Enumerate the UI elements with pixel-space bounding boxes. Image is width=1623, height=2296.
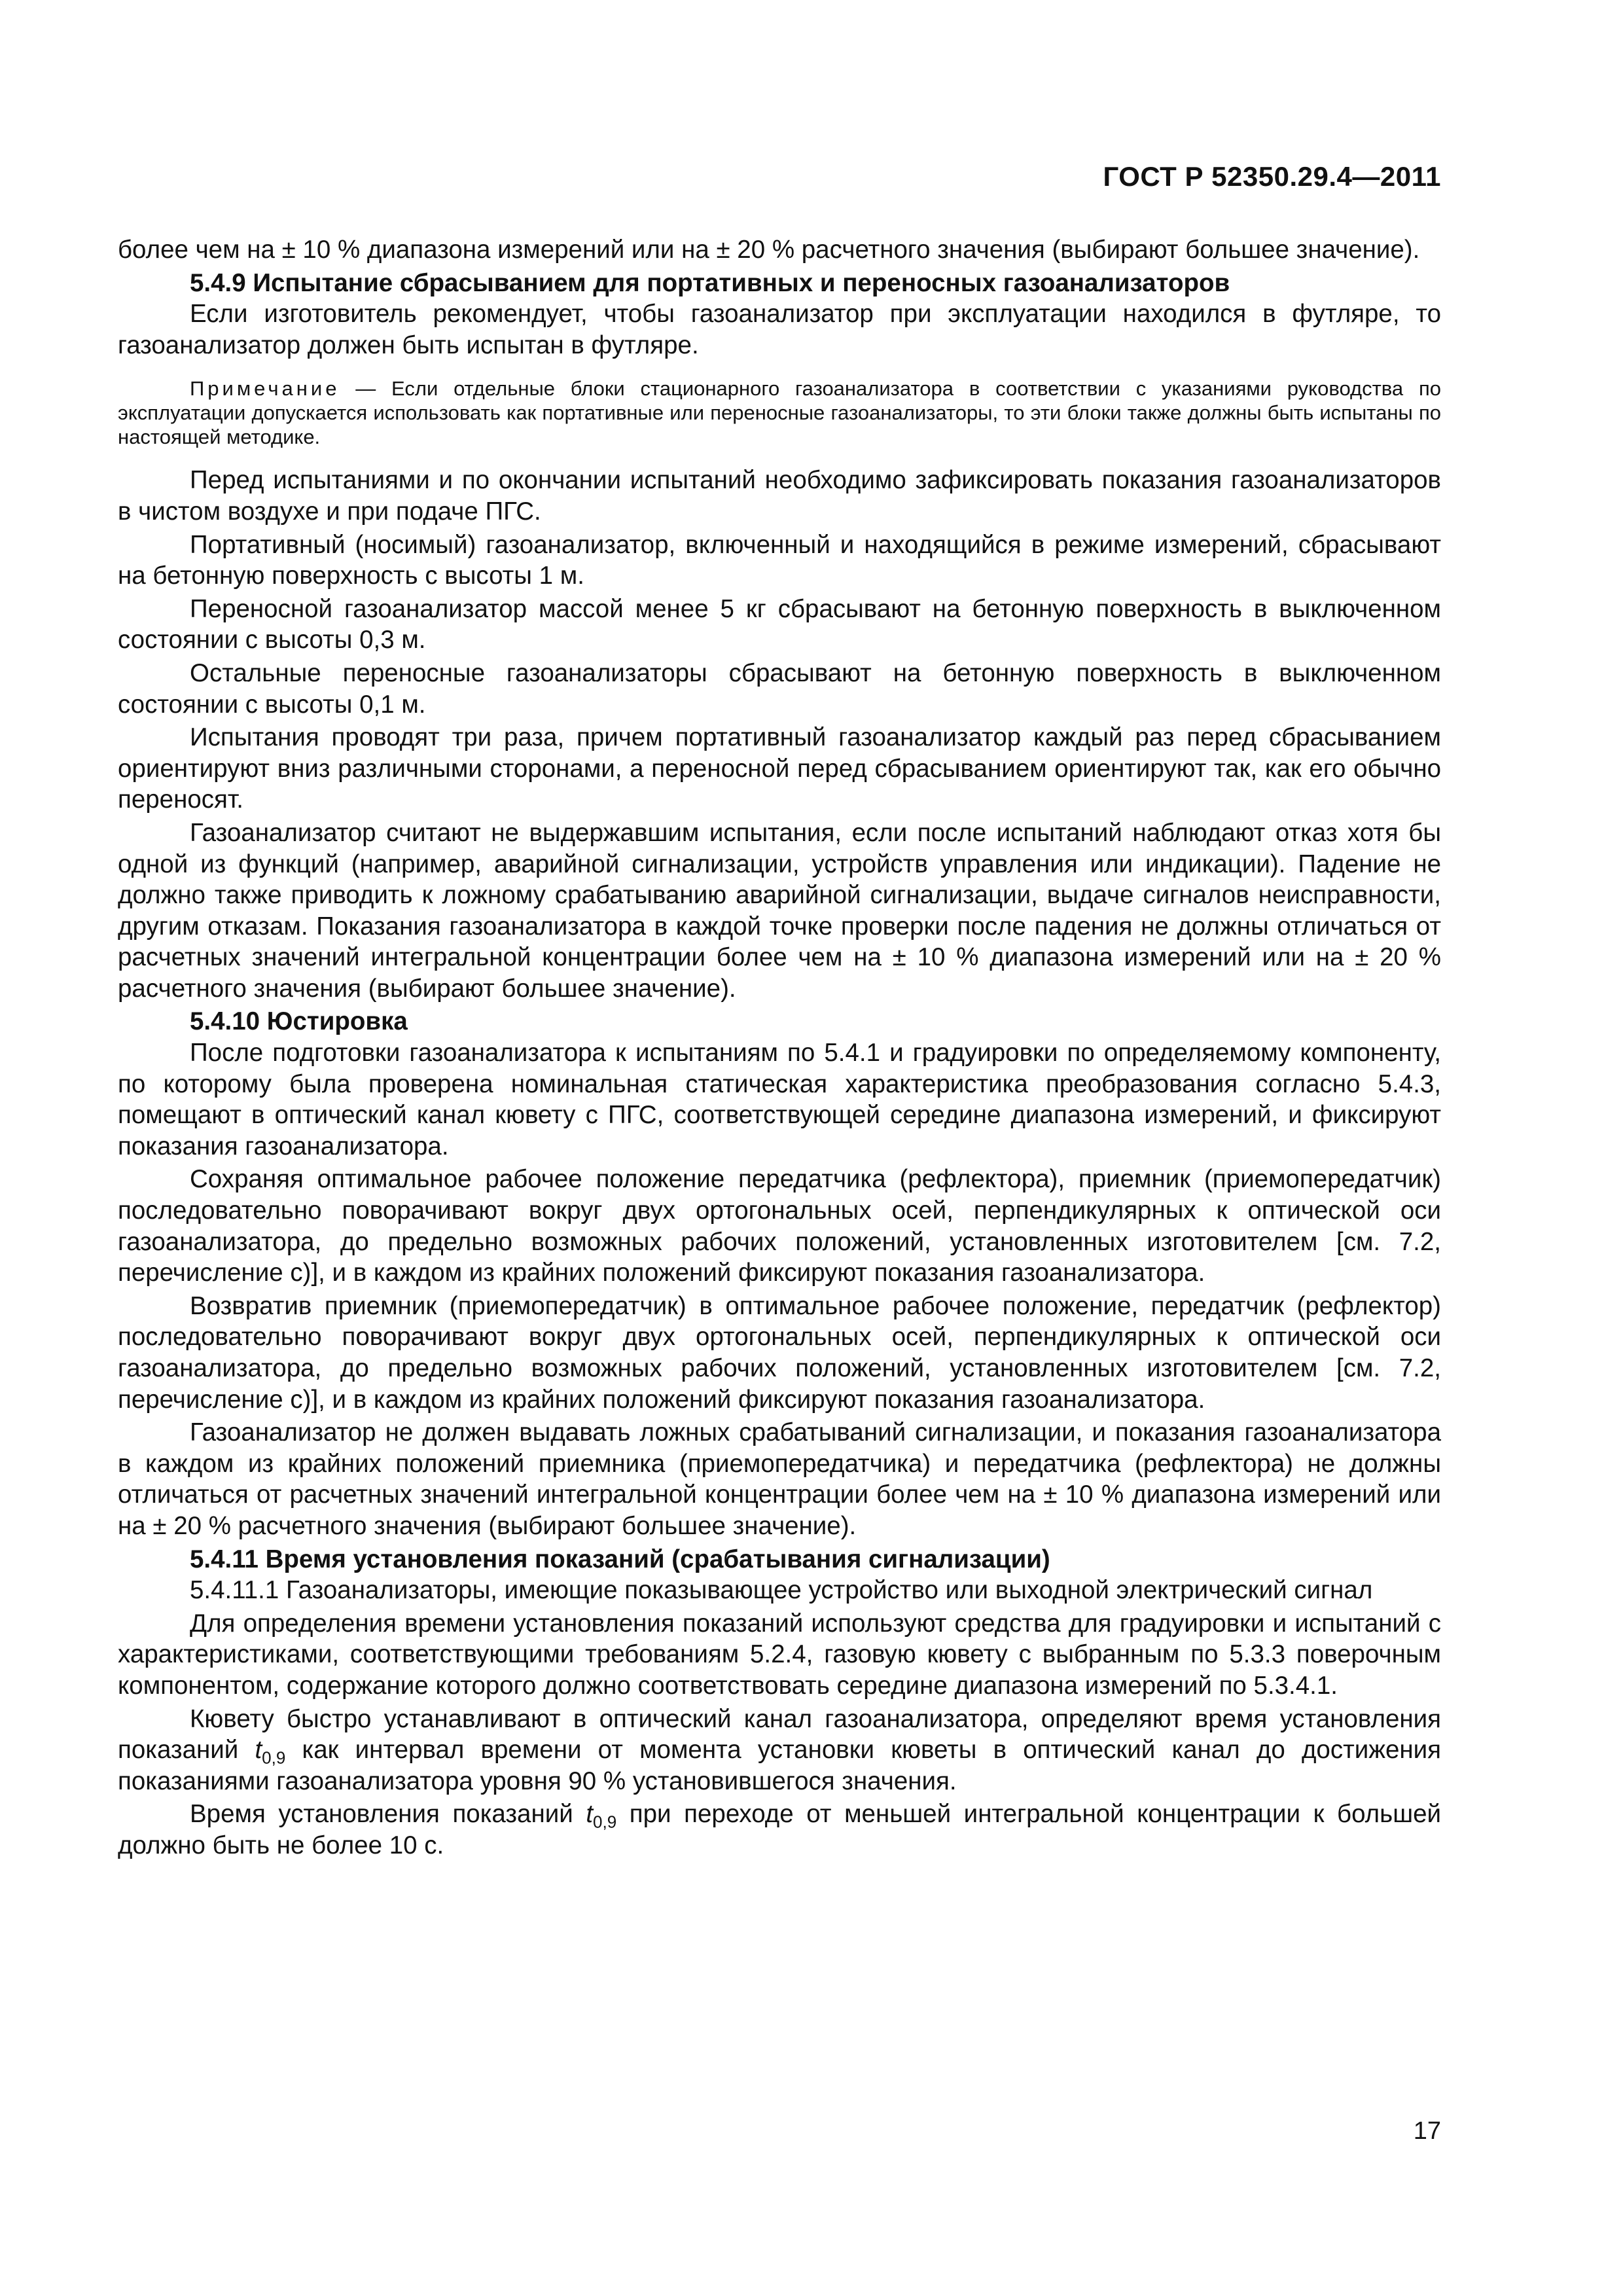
paragraph: Перед испытаниями и по окончании испытаний необходимо зафиксировать показания газоанализаторов в чистом воздухе и при подаче ПГС.	[118, 466, 1441, 526]
text-run: как интервал времени от момента установки кюветы в оптический канал до достижения показаниями газоанализатора уровня 90 % установившегося значения.	[118, 1736, 1441, 1795]
text-run: Время установления показаний	[190, 1800, 586, 1829]
t-subscript: 0,9	[262, 1748, 286, 1768]
page-header-doc-id: ГОСТ Р 52350.29.4—2011	[1103, 161, 1441, 192]
paragraph: Для определения времени установления показаний используют средства для градуировки и испытаний с характеристиками, соответствующими требованиям 5.2.4, газовую кювету с выбранным по 5.3.3 поверочным компонентом, содержание которого должно соответствовать середине диапазона измерений по 5.3.4.1.	[118, 1609, 1441, 1700]
note-text: — Если отдельные блоки стационарного газоанализатора в соответствии с указаниями руководства по эксплуатации допускается использовать как портативные или переносные газоанализаторы, то эти блоки также должны быть испытаны по настоящей методике.	[118, 377, 1441, 449]
paragraph: Переносной газоанализатор массой менее 5 кг сбрасывают на бетонную поверхность в выключенном состоянии с высоты 0,3 м.	[118, 594, 1441, 655]
t-symbol: t	[586, 1800, 594, 1829]
paragraph: Портативный (носимый) газоанализатор, включенный и находящийся в режиме измерений, сбрасывают на бетонную поверхность с высоты 1 м.	[118, 530, 1441, 590]
section-title-5-4-10: 5.4.10 Юстировка	[190, 1007, 408, 1036]
text-run: при переходе от меньшей интегральной концентрации к большей должно быть не более 10 с.	[118, 1800, 1441, 1859]
continued-paragraph: более чем на ± 10 % диапазона измерений или на ± 20 % расчетного значения (выбирают большее значение).	[118, 236, 1420, 264]
subsection-paragraph: 5.4.11.1 Газоанализаторы, имеющие показывающее устройство или выходной электрический сигнал	[190, 1576, 1373, 1605]
t-subscript: 0,9	[593, 1812, 617, 1832]
paragraph: Газоанализатор не должен выдавать ложных срабатываний сигнализации, и показания газоанализатора в каждом из крайних положений приемника (приемопередатчика) и передатчика (рефлектора) не должны отличаться от расчетных значений интегральной концентрации более чем на ± 10 % диапазона измерений или на ± 20 % расчетного значения (выбирают большее значение).	[118, 1418, 1441, 1540]
paragraph: После подготовки газоанализатора к испытаниям по 5.4.1 и градуировки по определяемому компоненту, по которому была проверена номинальная статическая характеристика преобразования согласно 5.4.3, помещают в оптический канал кювету с ПГС, соответствующей середине диапазона измерений, и фиксируют показания газоанализатора.	[118, 1039, 1441, 1160]
note-block	[118, 376, 1441, 449]
paragraph: Газоанализатор считают не выдержавшим испытания, если после испытаний наблюдают отказ хотя бы одной из функций (например, аварийной сигнализации, устройств управления или индикации). Падение не должно также приводить к ложному срабатыванию аварийной сигнализации, выдаче сигналов неисправности, другим отказам. Показания газоанализатора в каждой точке проверки после падения не должны отличаться от расчетных значений интегральной концентрации более чем на ± 10 % диапазона измерений или на ± 20 % расчетного значения (выбирают большее значение).	[118, 818, 1441, 1003]
paragraph: Сохраняя оптимальное рабочее положение передатчика (рефлектора), приемник (приемопередатчик) последовательно поворачивают вокруг двух ортогональных осей, перпендикулярных к оптической оси газоанализатора, до предельно возможных рабочих положений, установленных изготовителем [см. 7.2, перечисление с)], и в каждом из крайних положений фиксируют показания газоанализатора.	[118, 1165, 1441, 1287]
note-lead: Примечание	[190, 377, 340, 401]
document-page	[118, 0, 1441, 2296]
page-number: 17	[1413, 2117, 1441, 2145]
paragraph: Возвратив приемник (приемопередатчик) в оптимальное рабочее положение, передатчик (рефлектор) последовательно поворачивают вокруг двух ортогональных осей, перпендикулярных к оптической оси газоанализатора, до предельно возможных рабочих положений, установленных изготовителем [см. 7.2, перечисление с)], и в каждом из крайних положений фиксируют показания газоанализатора.	[118, 1291, 1441, 1414]
paragraph	[118, 1799, 1441, 1861]
paragraph: Испытания проводят три раза, причем портативный газоанализатор каждый раз перед сбрасыванием ориентируют вниз различными сторонами, а переносной перед сбрасыванием ориентируют так, как его обычно переносят.	[118, 723, 1441, 814]
section-title-5-4-9: 5.4.9 Испытание сбрасыванием для портативных и переносных газоанализаторов	[190, 268, 1230, 297]
section-title-5-4-11: 5.4.11 Время установления показаний (срабатывания сигнализации)	[190, 1545, 1050, 1573]
paragraph: Остальные переносные газоанализаторы сбрасывают на бетонную поверхность в выключенном состоянии с высоты 0,1 м.	[118, 658, 1441, 719]
paragraph	[118, 1704, 1441, 1797]
paragraph: Если изготовитель рекомендует, чтобы газоанализатор при эксплуатации находился в футляре, то газоанализатор должен быть испытан в футляре.	[118, 300, 1441, 359]
t-symbol: t	[255, 1736, 262, 1765]
text-run: Кювету быстро устанавливают в оптический канал газоанализатора, определяют время установления показаний	[118, 1704, 1441, 1765]
document-body	[118, 234, 1441, 1863]
